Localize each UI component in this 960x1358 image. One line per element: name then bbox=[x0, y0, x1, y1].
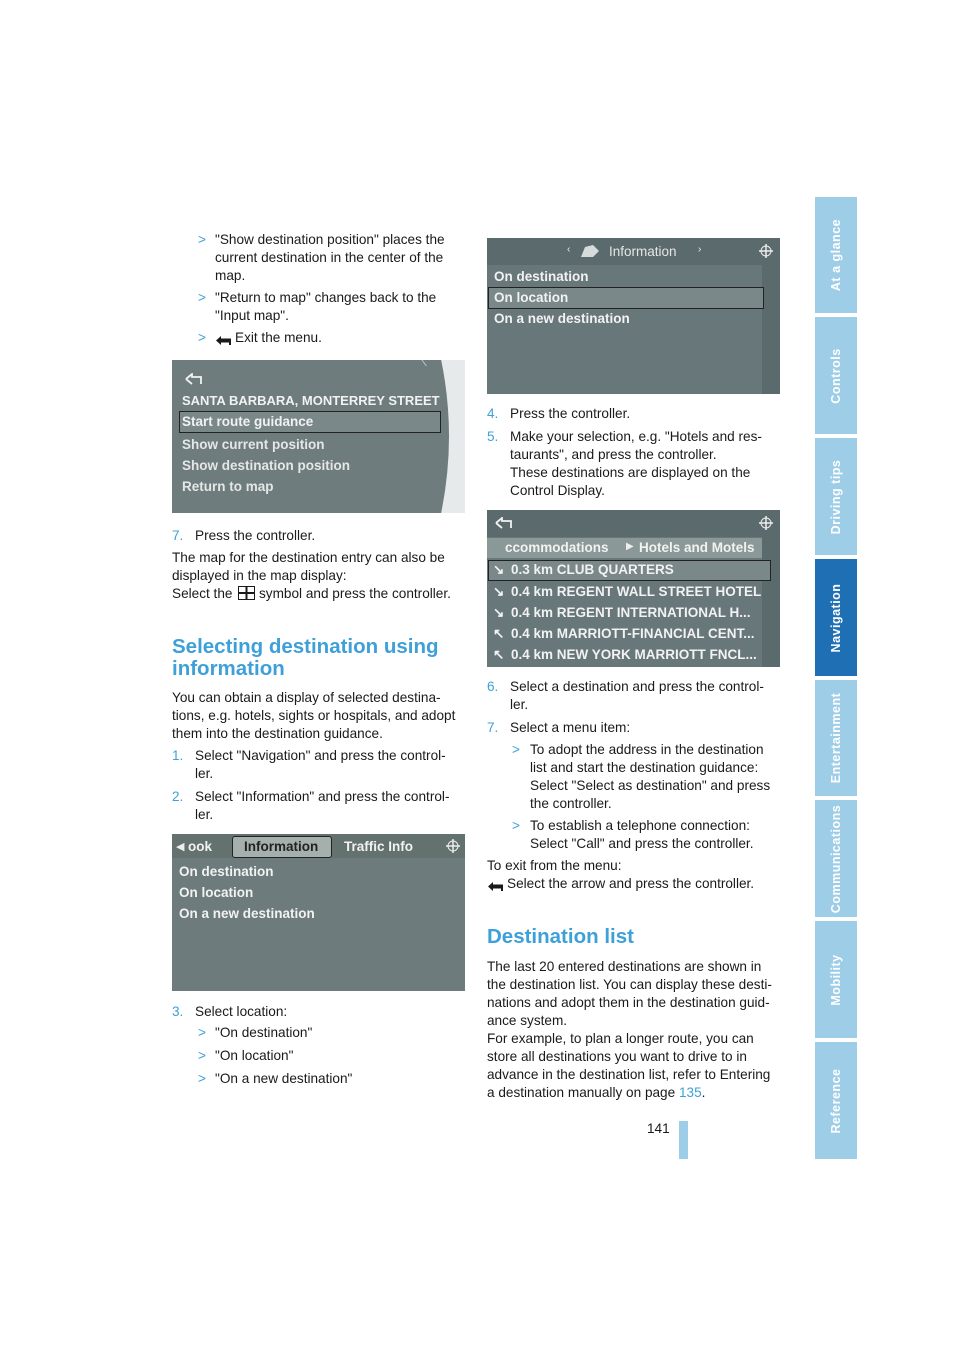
menu-item-return-to-map[interactable]: Return to map bbox=[182, 479, 274, 494]
direction-arrow-icon: ↘ bbox=[493, 605, 505, 620]
paragraph-line: nations and adopt them in the destination guid- bbox=[487, 995, 770, 1010]
bullet-marker: > bbox=[198, 232, 206, 247]
paragraph-line: a destination manually on page 135. bbox=[487, 1085, 706, 1100]
chevron-right-icon: ▶ bbox=[626, 541, 634, 552]
settings-cross-icon[interactable] bbox=[757, 514, 775, 532]
menu-item-start-route-guidance[interactable]: Start route guidance bbox=[182, 414, 314, 429]
paragraph-line: tions, e.g. hotels, sights or hospitals, and adopt bbox=[172, 708, 456, 723]
step-number: 7. bbox=[487, 720, 499, 735]
step-text: ler. bbox=[195, 766, 214, 781]
bullet-return-to-map: "Return to map" changes back to the "Input map". bbox=[215, 290, 437, 323]
tab-information-label: Information bbox=[244, 839, 319, 854]
list-item[interactable]: 0.4 km REGENT INTERNATIONAL H... bbox=[511, 605, 751, 620]
breadcrumb-hotels-motels[interactable]: Hotels and Motels bbox=[639, 540, 755, 555]
sidebar-tab-communications[interactable]: Communications bbox=[815, 800, 857, 917]
menu-item-on-new-destination[interactable]: On a new destination bbox=[494, 311, 630, 326]
step-text: taurants", and press the controller. bbox=[510, 447, 717, 462]
bullet-text: Select "Select as destination" and press bbox=[530, 778, 771, 793]
settings-cross-icon[interactable] bbox=[757, 242, 775, 260]
bullet-marker: > bbox=[198, 330, 206, 345]
page-reference-link[interactable]: 135 bbox=[678, 1085, 702, 1100]
location-option: "On a new destination" bbox=[215, 1071, 353, 1086]
tab-scroll-left-icon[interactable]: ◀ bbox=[176, 841, 185, 853]
list-item[interactable]: 0.3 km CLUB QUARTERS bbox=[511, 562, 674, 577]
step-text: Press the controller. bbox=[510, 406, 631, 421]
menu-item-on-destination[interactable]: On destination bbox=[494, 269, 589, 284]
step-text: ler. bbox=[195, 807, 214, 822]
map-display-icon bbox=[238, 586, 255, 600]
step-text: These destinations are displayed on the bbox=[510, 465, 751, 480]
menu-item-on-destination[interactable]: On destination bbox=[179, 864, 274, 879]
paragraph-line: Select the bbox=[172, 586, 233, 601]
step-text: Select "Navigation" and press the control- bbox=[195, 748, 446, 763]
menu-item-show-destination-position[interactable]: Show destination position bbox=[182, 458, 350, 473]
back-arrow-icon[interactable] bbox=[185, 372, 203, 390]
direction-arrow-icon: ↖ bbox=[493, 626, 505, 641]
direction-arrow-icon: ↘ bbox=[493, 562, 505, 577]
scrollbar[interactable] bbox=[762, 537, 780, 667]
page-marker-bar bbox=[679, 1121, 688, 1159]
sidebar-tab-navigation[interactable]: Navigation bbox=[815, 559, 857, 676]
step-number: 3. bbox=[172, 1004, 184, 1019]
title-bar bbox=[487, 510, 780, 537]
step-number: 2. bbox=[172, 789, 184, 804]
step-text: Make your selection, e.g. "Hotels and res- bbox=[510, 429, 762, 444]
step-number: 4. bbox=[487, 406, 499, 421]
scrollbar[interactable] bbox=[762, 265, 780, 394]
step-number: 1. bbox=[172, 748, 184, 763]
step-text: Press the controller. bbox=[195, 528, 316, 543]
paragraph-line: Select the arrow and press the controller. bbox=[507, 876, 755, 891]
control-display-screenshot-information-tabs bbox=[172, 834, 465, 991]
bullet-marker: > bbox=[512, 742, 520, 757]
bullet-text: list and start the destination guidance: bbox=[530, 760, 759, 775]
paragraph-line: store all destinations you want to drive to in bbox=[487, 1049, 747, 1064]
list-item[interactable]: 0.4 km NEW YORK MARRIOTT FNCL... bbox=[511, 647, 757, 662]
paragraph-line: To exit from the menu: bbox=[487, 858, 622, 873]
bullet-marker: > bbox=[198, 1071, 206, 1086]
information-icon bbox=[579, 243, 601, 264]
bullet-text: Select "Call" and press the controller. bbox=[530, 836, 754, 851]
step-number: 5. bbox=[487, 429, 499, 444]
bullet-marker: > bbox=[198, 290, 206, 305]
paragraph-line: The last 20 entered destinations are shown in bbox=[487, 959, 762, 974]
back-arrow-icon bbox=[215, 333, 232, 344]
sidebar-tab-reference[interactable]: Reference bbox=[815, 1042, 857, 1159]
screen-title: Information bbox=[609, 244, 677, 259]
page-number: 141 bbox=[647, 1121, 670, 1136]
settings-cross-icon[interactable] bbox=[444, 837, 462, 855]
control-display-screenshot-hotels bbox=[487, 510, 780, 667]
paragraph-line: For example, to plan a longer route, you can bbox=[487, 1031, 754, 1046]
step-text: Select a menu item: bbox=[510, 720, 631, 735]
bullet-exit-menu: Exit the menu. bbox=[235, 330, 322, 345]
bullet-text: the controller. bbox=[530, 796, 612, 811]
paragraph-line: The map for the destination entry can also be bbox=[172, 550, 445, 565]
bullet-text: To establish a telephone connection: bbox=[530, 818, 750, 833]
menu-item-show-current-position[interactable]: Show current position bbox=[182, 437, 325, 452]
step-text: ler. bbox=[510, 697, 529, 712]
back-arrow-icon[interactable] bbox=[495, 516, 513, 534]
sidebar-tab-mobility[interactable]: Mobility bbox=[815, 921, 857, 1038]
step-number: 7. bbox=[172, 528, 184, 543]
step-text: Select a destination and press the control- bbox=[510, 679, 764, 694]
bullet-show-destination: "Show destination position" places the current destination in the center of the map. bbox=[215, 232, 445, 283]
section-heading: Selecting destination using bbox=[172, 635, 439, 658]
menu-item-on-location[interactable]: On location bbox=[179, 885, 254, 900]
control-display-screenshot-information bbox=[487, 238, 780, 394]
control-display-screenshot-route bbox=[172, 360, 465, 513]
chevron-right-icon[interactable]: › bbox=[698, 244, 702, 255]
tab-traffic-info[interactable]: Traffic Info bbox=[344, 839, 414, 854]
bullet-marker: > bbox=[198, 1025, 206, 1040]
paragraph-line: advance in the destination list, refer to Entering bbox=[487, 1067, 771, 1082]
tab-book[interactable]: ook bbox=[188, 839, 213, 854]
back-arrow-icon bbox=[487, 879, 505, 897]
step-number: 6. bbox=[487, 679, 499, 694]
menu-item-on-location[interactable]: On location bbox=[494, 290, 569, 305]
direction-arrow-icon: ↘ bbox=[493, 584, 505, 599]
bullet-text: To adopt the address in the destination bbox=[530, 742, 764, 757]
step-text: Select location: bbox=[195, 1004, 288, 1019]
paragraph-line: symbol and press the controller. bbox=[259, 586, 451, 601]
bullet-marker: > bbox=[198, 1048, 206, 1063]
list-item[interactable]: 0.4 km MARRIOTT-FINANCIAL CENT... bbox=[511, 626, 755, 641]
paragraph-line: ance system. bbox=[487, 1013, 568, 1028]
breadcrumb-accommodations[interactable]: ccommodations bbox=[505, 540, 609, 555]
location-option: "On location" bbox=[215, 1048, 294, 1063]
section-heading: information bbox=[172, 657, 285, 680]
sidebar-tab-entertainment[interactable]: Entertainment bbox=[815, 680, 857, 796]
paragraph-line: You can obtain a display of selected destina- bbox=[172, 690, 441, 705]
direction-arrow-icon: ↖ bbox=[493, 647, 505, 662]
menu-item-on-new-destination[interactable]: On a new destination bbox=[179, 906, 315, 921]
chevron-left-icon[interactable]: ‹ bbox=[567, 244, 571, 255]
sidebar-tab-driving-tips[interactable]: Driving tips bbox=[815, 438, 857, 555]
screen-title: SANTA BARBARA, MONTERREY STREET bbox=[182, 393, 440, 408]
list-item[interactable]: 0.4 km REGENT WALL STREET HOTEL bbox=[511, 584, 762, 599]
sidebar-tab-controls[interactable]: Controls bbox=[815, 317, 857, 434]
location-option: "On destination" bbox=[215, 1025, 313, 1040]
paragraph-line: them into the destination guidance. bbox=[172, 726, 383, 741]
paragraph-line: the destination list. You can display these desti- bbox=[487, 977, 772, 992]
step-text: Control Display. bbox=[510, 483, 605, 498]
step-text: Select "Information" and press the control- bbox=[195, 789, 450, 804]
sidebar-tab-at-a-glance[interactable]: At a glance bbox=[815, 197, 857, 313]
bullet-marker: > bbox=[512, 818, 520, 833]
paragraph-line: displayed in the map display: bbox=[172, 568, 347, 583]
section-heading: Destination list bbox=[487, 925, 634, 948]
